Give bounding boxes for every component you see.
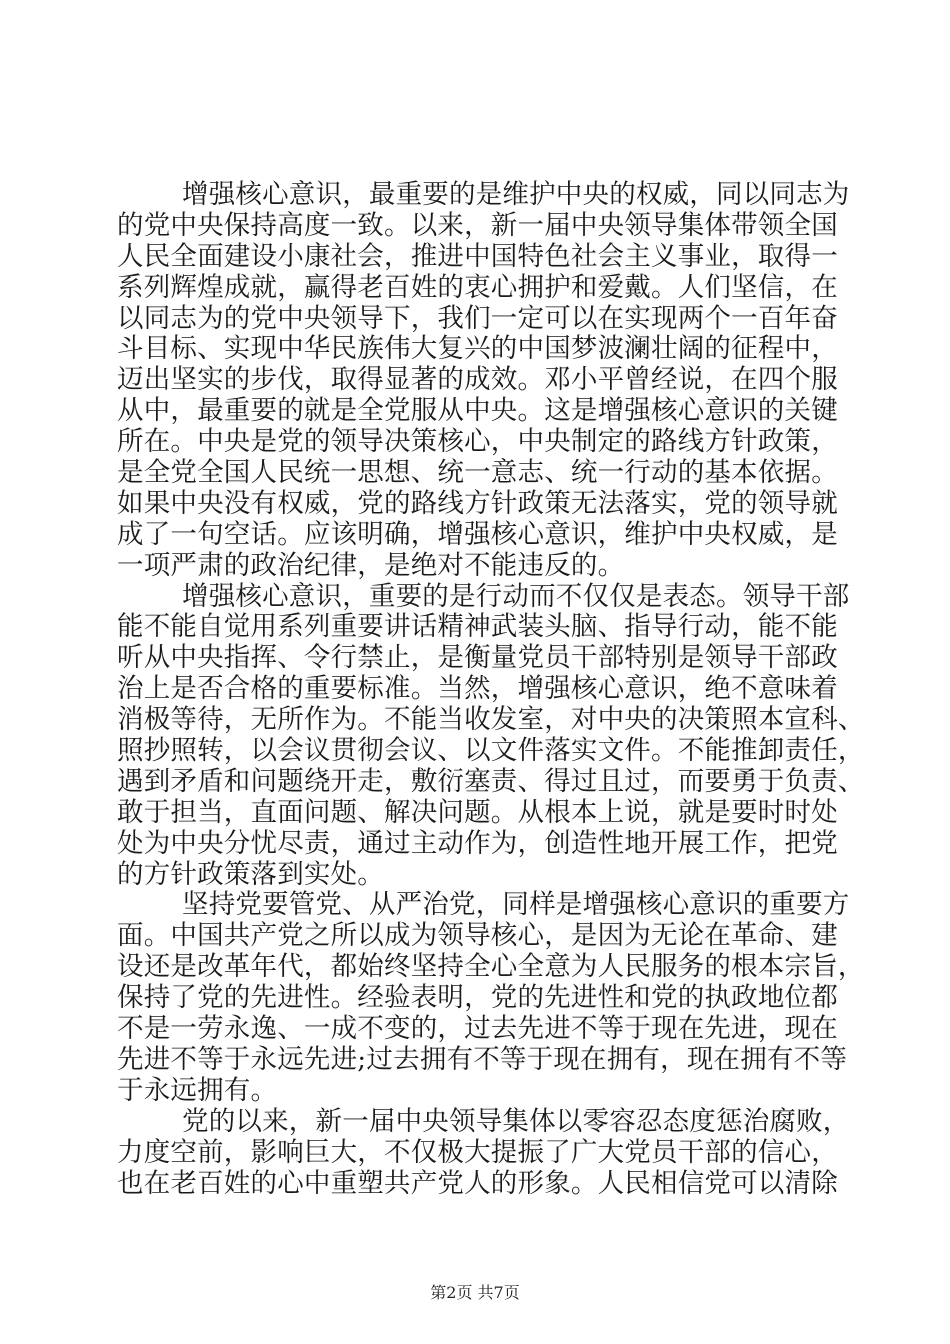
text-line: 斗目标、实现中华民族伟大复兴的中国梦波澜壮阔的征程中， [117, 333, 838, 365]
text-line: 迈出坚实的步伐，取得显著的成效。邓小平曾经说，在四个服 [117, 364, 838, 396]
text-line: 是全党全国人民统一思想、统一意志、统一行动的基本依据。 [117, 457, 838, 489]
text-line: 人民全面建设小康社会，推进中国特色社会主义事业，取得一 [117, 240, 838, 272]
text-line: 保持了党的先进性。经验表明，党的先进性和党的执政地位都 [117, 982, 838, 1014]
text-line: 先进不等于永远先进;过去拥有不等于现在拥有，现在拥有不等 [117, 1043, 848, 1075]
text-line: 面。中国共产党之所以成为领导核心，是因为无论在革命、建 [117, 920, 838, 952]
text-line: 一项严肃的政治纪律，是绝对不能违反的。 [117, 549, 625, 581]
page-footer: 第2页 共7页 [430, 1283, 520, 1302]
body-text [117, 179, 865, 1199]
text-line: 如果中央没有权威，党的路线方针政策无法落实，党的领导就 [117, 487, 838, 519]
text-line: 听从中央指挥、令行禁止，是衡量党员干部特别是领导干部政 [117, 642, 838, 674]
text-line: 坚持党要管党、从严治党，同样是增强核心意识的重要方 [182, 889, 850, 921]
text-line: 增强核心意识，重要的是行动而不仅仅是表态。领导干部 [182, 580, 850, 612]
text-line: 不是一劳永逸、一成不变的，过去先进不等于现在先进，现在 [117, 1013, 838, 1045]
text-line: 系列辉煌成就，赢得老百姓的衷心拥护和爱戴。人们坚信，在 [117, 271, 838, 303]
text-line: 治上是否合格的重要标准。当然，增强核心意识，绝不意味着 [117, 673, 838, 705]
paragraph [117, 179, 850, 582]
paragraph [117, 889, 865, 1106]
text-line: 力度空前，影响巨大，不仅极大提振了广大党员干部的信心， [117, 1136, 838, 1168]
text-line: 能不能自觉用系列重要讲话精神武装头脑、指导行动，能不能 [117, 611, 838, 643]
text-line: 从中，最重要的就是全党服从中央。这是增强核心意识的关键 [117, 395, 838, 427]
text-line: 遇到矛盾和问题绕开走，敷衍塞责、得过且过，而要勇于负责、 [117, 765, 865, 797]
text-line: 以同志为的党中央领导下，我们一定可以在实现两个一百年奋 [117, 302, 838, 334]
text-line: 成了一句空话。应该明确，增强核心意识，维护中央权威，是 [117, 518, 838, 550]
text-line: 设还是改革年代，都始终坚持全心全意为人民服务的根本宗旨， [117, 951, 865, 983]
text-line: 照抄照转，以会议贯彻会议、以文件落实文件。不能推卸责任， [117, 735, 865, 767]
text-line: 的方针政策落到实处。 [117, 858, 384, 890]
text-line: 增强核心意识，最重要的是维护中央的权威，同以同志为 [182, 179, 850, 210]
text-line: 的党中央保持高度一致。以来，新一届中央领导集体带领全国 [117, 209, 838, 241]
paragraph [117, 1105, 850, 1200]
text-line: 处为中央分忧尽责，通过主动作为，创造性地开展工作，把党 [117, 827, 838, 859]
text-line: 消极等待，无所作为。不能当收发室，对中央的决策照本宣科、 [117, 704, 865, 736]
text-line: 所在。中央是党的领导决策核心，中央制定的路线方针政策， [117, 426, 838, 458]
text-line: 党的以来，新一届中央领导集体以零容忍态度惩治腐败， [182, 1105, 850, 1137]
text-line: 也在老百姓的心中重塑共产党人的形象。人民相信党可以清除 [117, 1167, 838, 1199]
text-line: 于永远拥有。 [117, 1074, 278, 1106]
paragraph [117, 580, 865, 891]
text-line: 敢于担当，直面问题、解决问题。从根本上说，就是要时时处 [117, 796, 838, 828]
